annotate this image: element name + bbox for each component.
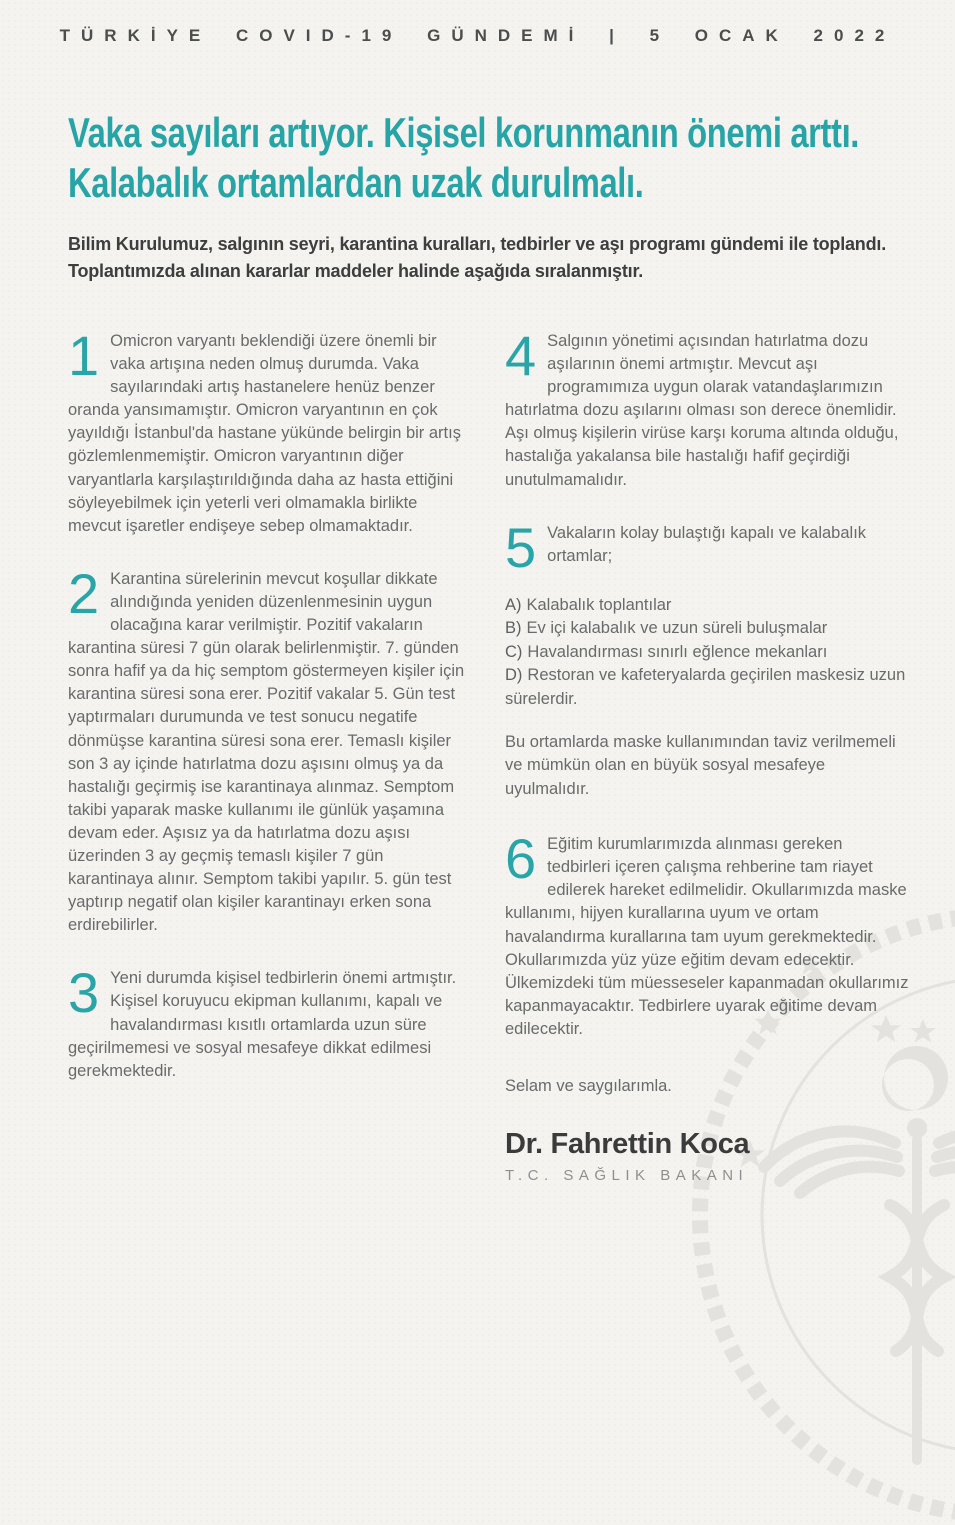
item-4-number: 4 — [505, 324, 537, 387]
option-a-text: Kalabalık toplantılar — [526, 595, 672, 614]
content-columns — [68, 324, 910, 1185]
signature-block — [505, 1128, 910, 1184]
left-column — [68, 324, 473, 1113]
signature-name: Dr. Fahrettin Koca — [505, 1128, 750, 1161]
option-b-label: B) — [505, 619, 522, 638]
intro-paragraph: Bilim Kurulumuz, salgının seyri, karantina kuralları, tedbirler ve aşı programı gündemi ile toplandı. Toplantımızda alınan kararlar maddeler halinde aşağıda sıralanmıştır. — [68, 234, 887, 281]
option-d-text: Restoran ve kafeteryalarda geçirilen maskesiz uzun sürelerdir. — [505, 666, 906, 708]
agenda-item-2 — [68, 561, 473, 938]
right-column — [505, 324, 910, 1185]
agenda-item-1 — [68, 324, 473, 538]
agenda-item-6 — [505, 827, 910, 1041]
item-1-number: 1 — [68, 324, 100, 387]
item-6-number: 6 — [505, 827, 537, 891]
option-a-label: A) — [505, 595, 522, 614]
venue-option-a — [505, 594, 910, 617]
item-5-text: Vakaların kolay bulaştığı kapalı ve kalabalık ortamlar; — [547, 523, 867, 565]
mask-distance-note: Bu ortamlarda maske kullanımından taviz verilmemeli ve mümkün olan en büyük sosyal mesafeye uyulmalıdır. — [505, 732, 896, 798]
option-b-text: Ev içi kalabalık ve uzun süreli buluşmalar — [526, 619, 828, 638]
item-3-number: 3 — [68, 961, 100, 1025]
headline: Vaka sayıları artıyor. Kişisel korunmanın önemi arttı. Kalabalık ortamlardan uzak durulmalı. — [68, 109, 860, 207]
item-6-text: Eğitim kurumlarımızda alınması gereken tedbirleri içeren çalışma rehberine tam riayet edilerek hareket edilmelidir. Okullarımızda maske kullanımı, hijyen kurallarına uyum ve ortam havalandırma kurallarına tam uyum gerekmektedir. Okullarımızda yüz yüze eğitim devam edecektir. Ülkemizdeki tüm müesseseler kapanmadan okullarımız kapanmayacaktır. Tedbirlere uyarak eğitime devam edilecektir. — [505, 835, 909, 1038]
masthead — [0, 26, 955, 46]
agenda-item-4 — [505, 324, 910, 492]
item-1-text: Omicron varyantı beklendiği üzere önemli bir vaka artışına neden olmuş durumda. Vaka sayılarındaki artış hastanelere henüz benzer oranda yansımamıştır. Omicron varyantının en çok yayıldığı İstanbul'da hastane yükünde belirgin bir artış gözlemlenmemiştir. Omicron varyantının diğer varyantlarla karşılaştırıldığında daha az hasta ettiğini söyleyebilmek için yeterli veri olmamakla birlikte mevcut işaretler endişeye sebep olmamaktadır. — [68, 332, 461, 535]
agenda-item-3 — [68, 961, 473, 1082]
item-2-number: 2 — [68, 561, 100, 625]
item-3-text: Yeni durumda kişisel tedbirlerin önemi artmıştır. Kişisel koruyucu ekipman kullanımı, kapalı ve havalandırması kısıtlı ortamlarda uzun süre geçirilmemesi ve sosyal mesafeye dikkat edilmesi gerekmektedir. — [68, 969, 457, 1080]
item-5-number: 5 — [505, 515, 537, 579]
option-c-label: C) — [505, 642, 523, 661]
signature-title: T.C. SAĞLIK BAKANI — [505, 1167, 749, 1185]
crowded-venues-list — [505, 594, 910, 711]
masthead-text: TÜRKİYE COVID-19 GÜNDEMİ | 5 OCAK 2022 — [59, 26, 896, 45]
closing-salutation: Selam ve saygılarımla. — [505, 1077, 672, 1096]
venue-option-b — [505, 617, 910, 640]
venue-option-c — [505, 641, 910, 664]
item-4-text: Salgının yönetimi açısından hatırlatma dozu aşılarının önemi artmıştır. Mevcut aşı programımıza uygun olarak vatandaşlarımızın hatırlatma dozu aşılarını olması son derece önemlidir. Aşı olmuş kişilerin virüse karşı koruma altında olduğu, hastalığa yakalansa bile hastalığı hafif geçirdiği unutulmamalıdır. — [505, 332, 899, 489]
option-c-text: Havalandırması sınırlı eğlence mekanları — [527, 642, 828, 661]
agenda-item-5 — [505, 515, 910, 579]
option-d-label: D) — [505, 666, 523, 685]
venue-option-d — [505, 664, 910, 711]
item-2-text: Karantina sürelerinin mevcut koşullar dikkate alındığında yeniden düzenlenmesinin uygun olacağına karar verilmiştir. Pozitif vakaların karantina süresi 7 gün olarak belirlenmiştir. 7. günden sonra hafif ya da hiç semptom göstermeyen kişiler için karantina süresi sona erer. Pozitif vakalar 5. Gün test yaptırmaları durumunda ve test sonucu negatife dönmüşse karantina süresi sona erer. Temaslı kişiler son 3 ay içinde hatırlatma dozu aşısını olmuş ya da hastalığı geçirmiş ise karantinaya alınmaz. Semptom takibi yaparak maske kullanımı ile günlük yaşamına devam eder. Aşısız ya da hatırlatma dozu aşısı üzerinden 3 ay geçmiş temaslı kişiler 7 gün karantinaya alınır. Semptom takibi yapılır. 5. gün test yaptırıp negatif olan kişiler karantinayı erken sona erdirebilirler. — [68, 569, 465, 935]
